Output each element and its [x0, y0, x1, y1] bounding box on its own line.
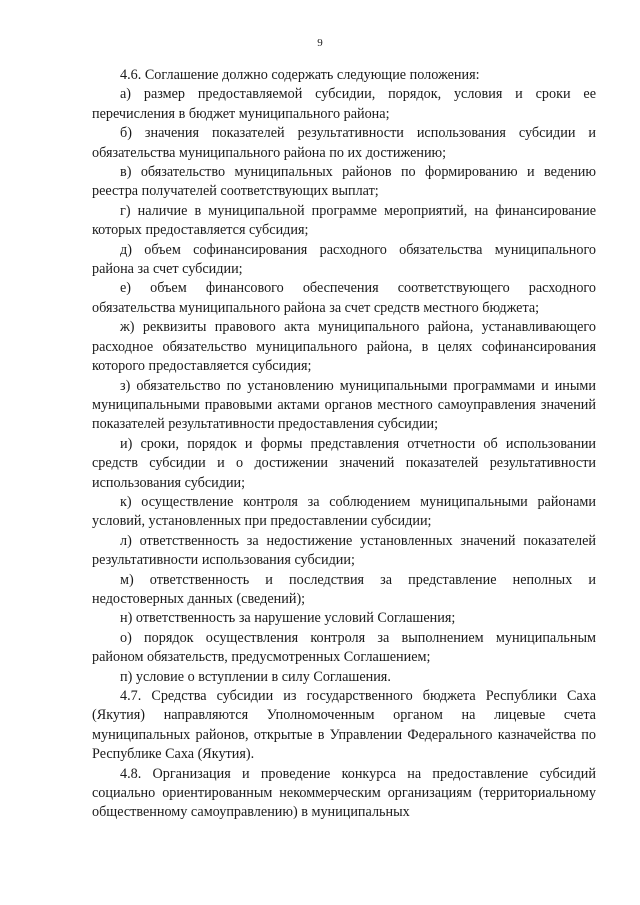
clause-item-m: м) ответственность и последствия за представление неполных и недостоверных данных (сведений); [92, 571, 596, 607]
clause-item-a: а) размер предоставляемой субсидии, порядок, условия и сроки ее перечисления в бюджет муниципального района; [92, 86, 596, 122]
clause-item-b: б) значения показателей результативности использования субсидии и обязательства муниципального района по их достижению; [92, 125, 596, 161]
clause-item-n: н) ответственность за нарушение условий Соглашения; [120, 610, 456, 627]
clause-item-k: к) осуществление контроля за соблюдением муниципальными районами условий, установленных при предоставлении субсидии; [92, 493, 596, 530]
clause-item-zh: ж) реквизиты правового акта муниципального района, устанавливающего расходное обязательство муниципального района, в целях софинансирования которого предоставляется субсидия; [92, 319, 596, 375]
clause-item-d: д) объем софинансирования расходного обязательства муниципального района за счет субсидии; [92, 241, 596, 278]
clause-item-v: в) обязательство муниципальных районов по формированию и ведению реестра получателей соответствующих выплат; [92, 164, 596, 200]
clause-4-8: 4.8. Организация и проведение конкурса на предоставление субсидий социально ориентированным некоммерческим организациям (территориальному общественному самоуправлению) в муниципальных [92, 765, 596, 821]
clause-item-o: о) порядок осуществления контроля за выполнением муниципальным районом обязательств, предусмотренных Соглашением; [92, 629, 596, 666]
page-number: 9 [317, 37, 323, 49]
clause-item-z: з) обязательство по установлению муниципальными программами и иными муниципальными правовыми актами органов местного самоуправления значений показателей результативности предоставления субсидии; [92, 377, 596, 433]
document-body [92, 66, 596, 823]
clause-item-i: и) сроки, порядок и формы представления отчетности об использовании средств субсидии и о достижении значений показателей результативности использования субсидии; [92, 435, 596, 491]
clause-4-6-heading: 4.6. Соглашение должно содержать следующие положения: [120, 67, 480, 83]
clause-item-l: л) ответственность за недостижение установленных значений показателей результативности использования субсидии; [92, 532, 596, 569]
clause-4-7: 4.7. Средства субсидии из государственного бюджета Республики Саха (Якутия) направляются Уполномоченным органом на лицевые счета муниципальных районов, открытые в Управлении Федерального казначейства по Республике Саха (Якутия). [92, 688, 596, 763]
clause-item-p: п) условие о вступлении в силу Соглашения. [120, 668, 391, 685]
clause-item-e: е) объем финансового обеспечения соответствующего расходного обязательства муниципального района за счет средств местного бюджета; [92, 280, 596, 316]
clause-item-g: г) наличие в муниципальной программе мероприятий, на финансирование которых предоставляется субсидия; [92, 202, 596, 239]
